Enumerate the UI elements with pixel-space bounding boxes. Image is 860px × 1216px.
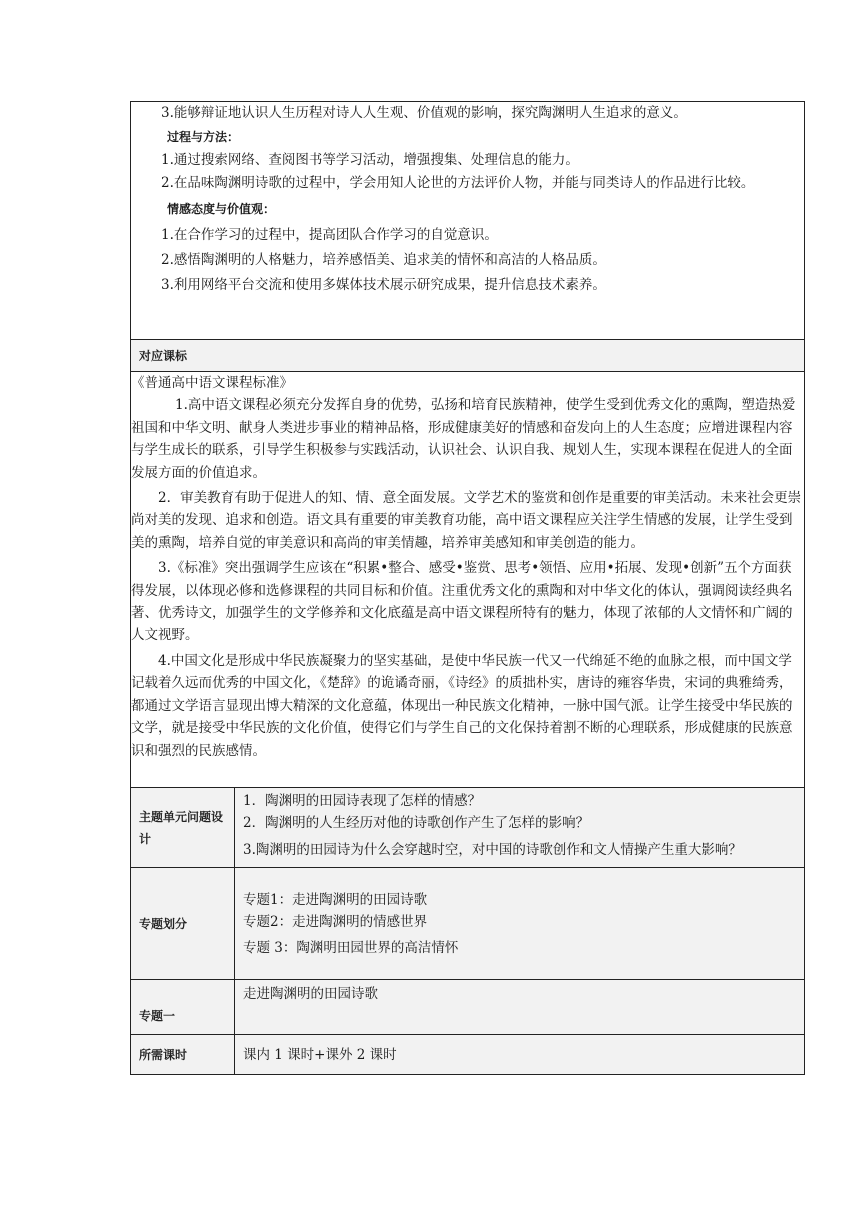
topic-1: 专题1：走进陶渊明的田园诗歌 — [243, 891, 428, 908]
standards-para-4: 4.中国文化是形成中华民族凝聚力的坚实基础，是使中华民族一代又一代绵延不绝的血脉之根，而中国文学记载着久远而优秀的中国文化，《楚辞》的诡谲奇丽，《诗经》的质拙朴实，唐诗的雍容华贵，宋词的典雅绮秀，都通过文学语言显现出博大精深的文化意蕴，体现出一种民族文化精神，一脉中国气派。让学生接受中华民族的文学，就是接受中华民族的文化价值，使得它们与学生自己的文化保持着割不断的心理联系，形成健康的民族意识和强烈的民族感情。 — [131, 652, 793, 759]
questions-row — [131, 788, 805, 868]
objective-line-3: 3.能够辩证地认识人生历程对诗人人生观、价值观的影响，探究陶渊明人生追求的意义。 — [161, 105, 687, 121]
hours-value: 课内 1 课时+课外 2 课时 — [243, 1046, 397, 1063]
process-heading: 过程与方法： — [167, 130, 240, 144]
question-2: 2．陶渊明的人生经历对他的诗歌创作产生了怎样的影响？ — [243, 815, 590, 831]
question-3: 3.陶渊明的田园诗为什么会穿越时空，对中国的诗歌创作和文人情操产生重大影响？ — [243, 842, 742, 858]
topic-3: 专题 3：陶渊明田园世界的高洁情怀 — [243, 939, 459, 956]
objectives-row — [131, 102, 805, 340]
topic-one-row — [131, 980, 805, 1035]
hours-label: 所需课时 — [131, 1035, 235, 1075]
process-item-2: 2.在品味陶渊明诗歌的过程中，学会用知人论世的方法评价人物，并能与同类诗人的作品进行比较。 — [161, 175, 755, 191]
question-1: 1．陶渊明的田园诗表现了怎样的情感？ — [243, 793, 482, 809]
topics-cell — [235, 868, 805, 980]
hours-cell — [235, 1035, 805, 1075]
topic-one-label: 专题一 — [131, 980, 235, 1035]
standards-header: 对应课标 — [131, 340, 805, 372]
standards-row — [131, 372, 805, 788]
topics-row — [131, 868, 805, 980]
topics-label: 专题划分 — [131, 868, 235, 980]
emotion-item-1: 1.在合作学习的过程中，提高团队合作学习的自觉意识。 — [161, 227, 498, 243]
standards-para-1: 1.高中语文课程必须充分发挥自身的优势，弘扬和培育民族精神，使学生受到优秀文化的熏陶，塑造热爱祖国和中华文明、献身人类进步事业的精神品格，形成健康美好的情感和奋发向上的人生态度；应增进课程内容与学生成长的联系，引导学生积极参与实践活动，认识社会、认识自我、规划人生，实现本课程在促进人的全面发展方面的价值追求。 — [131, 397, 796, 481]
standards-title: 《普通高中语文课程标准》 — [131, 375, 293, 391]
standards-para-2: 2．审美教育有助于促进人的知、情、意全面发展。文学艺术的鉴赏和创作是重要的审美活动。未来社会更崇尚对美的发现、追求和创造。语文具有重要的审美教育功能，高中语文课程应关注学生情感的发展，让学生受到美的熏陶，培养自觉的审美意识和高尚的审美情趣，培养审美感知和审美创造的能力。 — [131, 490, 802, 551]
topic-one-value: 走进陶渊明的田园诗歌 — [243, 986, 378, 1002]
standards-cell — [131, 372, 805, 788]
hours-row — [131, 1035, 805, 1075]
topic-2: 专题2：走进陶渊明的情感世界 — [243, 913, 428, 930]
questions-label: 主题单元问题设计 — [131, 788, 235, 868]
standards-para-3: 3.《标准》突出强调学生应该在“积累•整合、感受•鉴赏、思考•领悟、应用•拓展、发现•创新”五个方面获得发展，以体现必修和选修课程的共同目标和价值。注重优秀文化的熏陶和对中华文化的体认，强调阅读经典名著、优秀诗文，加强学生的文学修养和文化底蕴是高中语文课程所特有的魅力，体现了浓郁的人文情怀和广阔的人文视野。 — [131, 560, 793, 644]
topic-one-cell — [235, 980, 805, 1035]
process-item-1: 1.通过搜索网络、查阅图书等学习活动，增强搜集、处理信息的能力。 — [161, 152, 579, 168]
emotion-item-2: 2.感悟陶渊明的人格魅力，培养感悟美、追求美的情怀和高洁的人格品质。 — [161, 252, 606, 268]
questions-cell — [235, 788, 805, 868]
lesson-plan-table — [130, 101, 805, 1075]
emotion-item-3: 3.利用网络平台交流和使用多媒体技术展示研究成果，提升信息技术素养。 — [161, 277, 606, 293]
emotion-heading: 情感态度与价值观： — [167, 202, 276, 216]
objectives-cell — [131, 102, 805, 340]
standards-header-row — [131, 340, 805, 372]
